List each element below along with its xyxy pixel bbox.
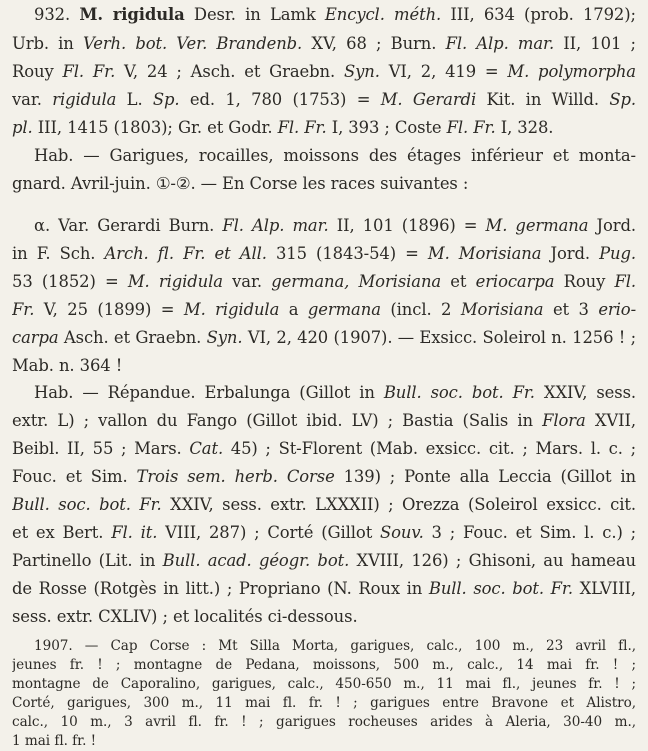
text-segment: Fl. Fr.	[277, 118, 327, 137]
text-segment: var.	[222, 272, 272, 291]
text-line	[12, 494, 636, 516]
text-segment: in F. Sch.	[12, 244, 105, 263]
text-segment: Encycl. méth.	[324, 5, 442, 24]
text-segment: M. Morisiana	[427, 244, 542, 263]
text-segment: var.	[12, 90, 53, 109]
text-segment: Fl. Fr.	[62, 62, 116, 81]
text-line	[34, 145, 636, 167]
text-segment: M. rigidula	[79, 5, 185, 24]
text-segment: α. Var. Gerardi Burn.	[34, 216, 223, 235]
text-segment: I, 328.	[495, 118, 554, 137]
text-segment: 932.	[34, 5, 80, 24]
text-segment: 1907. — Cap Corse : Mt Silla Morta, garigues, calc., 100 m., 23 avril fl.,	[34, 638, 636, 654]
text-line	[12, 327, 636, 349]
text-segment: Hab. — Répandue. Erbalunga (Gillot in	[34, 383, 384, 402]
text-line	[12, 522, 636, 544]
text-segment: erio-	[598, 300, 636, 319]
text-segment: calc., 10 m., 3 avril fl. fr. ! ; garigues rocheuses arides à Aleria, 30-40 m.,	[12, 714, 636, 730]
text-line	[12, 33, 636, 55]
text-segment: XV, 68 ; Burn.	[302, 34, 446, 53]
text-segment: et ex Bert.	[12, 523, 112, 542]
text-line	[12, 693, 636, 713]
text-segment: I, 393 ; Coste	[326, 118, 447, 137]
text-segment: XLVIII,	[572, 579, 636, 598]
text-segment: ed. 1, 780 (1753) =	[179, 90, 381, 109]
text-line	[12, 410, 636, 432]
text-segment: VI, 2, 419 =	[379, 62, 508, 81]
text-segment: V, 24 ; Asch. et Graebn.	[115, 62, 344, 81]
text-segment: a	[279, 300, 308, 319]
text-segment: Mab. n. 364 !	[12, 356, 123, 375]
text-segment: Rouy	[12, 62, 63, 81]
text-segment: Cat.	[189, 439, 224, 458]
text-line	[12, 606, 636, 628]
text-segment: XXIV, sess.	[534, 383, 636, 402]
text-line	[12, 61, 636, 83]
text-segment: 3 ; Fouc. et Sim. l. c.) ;	[423, 523, 636, 542]
text-segment: et 3	[543, 300, 599, 319]
text-segment: II, 101 (1896) =	[328, 216, 486, 235]
text-segment: III, 1415 (1803); Gr. et Godr.	[32, 118, 278, 137]
text-segment: (incl. 2	[380, 300, 461, 319]
text-segment: II, 101 ;	[554, 34, 636, 53]
text-segment: gnard. Avril-juin. ①-②. — En Corse les races suivantes :	[12, 174, 469, 193]
text-segment: Verh. bot. Ver. Brandenb.	[82, 34, 303, 53]
text-segment: carpa	[12, 328, 59, 347]
text-segment: Fl. it.	[111, 523, 158, 542]
text-segment: Syn.	[343, 62, 380, 81]
text-segment: pl.	[12, 118, 33, 137]
text-segment: Morisiana	[460, 300, 544, 319]
text-segment: 53 (1852) =	[12, 272, 128, 291]
text-segment: Sp.	[152, 90, 180, 109]
text-segment: Urb. in	[12, 34, 83, 53]
text-line	[12, 674, 636, 694]
text-line	[34, 4, 636, 26]
text-segment: XVIII, 126) ; Ghisoni, au hameau	[349, 551, 636, 570]
text-segment: 45) ; St-Florent (Mab. exsicc. cit. ; Mars. l. c. ;	[223, 439, 636, 458]
text-segment: Syn.	[206, 328, 243, 347]
text-segment: Bull. soc. bot. Fr.	[383, 383, 535, 402]
text-segment: extr. L) ; vallon du Fango (Gillot ibid. LV) ; Bastia (Salis in	[12, 411, 543, 430]
text-segment: VIII, 287) ; Corté (Gillot	[157, 523, 381, 542]
text-segment: Jord.	[588, 216, 636, 235]
text-segment: 315 (1843-54) =	[266, 244, 428, 263]
text-segment: VI, 2, 420 (1907). — Exsicc. Soleirol n. 1256 ! ;	[242, 328, 636, 347]
text-segment: rigidula	[52, 90, 117, 109]
text-segment: Bull. acad. géogr. bot.	[162, 551, 350, 570]
text-line	[12, 89, 636, 111]
text-segment: sess. extr. CXLIV) ; et localités ci-dessous.	[12, 607, 358, 626]
text-line	[12, 271, 636, 293]
text-line	[12, 173, 636, 195]
text-segment: M. rigidula	[183, 300, 280, 319]
text-segment: M. germana	[485, 216, 589, 235]
text-segment: germana, Morisiana	[271, 272, 442, 291]
text-line	[12, 243, 636, 265]
text-segment: 1 mai fl. fr. !	[12, 733, 97, 749]
text-segment: Pug.	[599, 244, 636, 263]
text-segment: Souv.	[380, 523, 424, 542]
text-line	[12, 355, 636, 377]
text-segment: XXIV, sess. extr. LXXXII) ; Orezza (Soleirol exsicc. cit.	[161, 495, 636, 514]
text-segment: M. rigidula	[127, 272, 223, 291]
text-segment: Kit. in Willd.	[476, 90, 610, 109]
text-segment: Fr.	[12, 300, 35, 319]
text-segment: germana	[307, 300, 381, 319]
text-segment: Sp.	[609, 90, 636, 109]
text-segment: M. polymorpha	[507, 62, 636, 81]
text-line	[12, 299, 636, 321]
text-segment: XVII,	[585, 411, 636, 430]
text-line	[12, 550, 636, 572]
text-segment: jeunes fr. ! ; montagne de Pedana, moissons, 500 m., calc., 14 mai fr. ! ;	[12, 657, 636, 673]
text-segment: Fl.	[614, 272, 636, 291]
text-line	[34, 382, 636, 404]
text-segment: 139) ; Ponte alla Leccia (Gillot in	[334, 467, 636, 486]
text-segment: Trois sem. herb. Corse	[136, 467, 335, 486]
text-segment: Hab. — Garigues, rocailles, moissons des étages inférieur et monta-	[34, 146, 636, 165]
text-segment: Arch. fl. Fr. et All.	[104, 244, 267, 263]
text-line	[12, 466, 636, 488]
text-line	[12, 578, 636, 600]
text-segment: montagne de Caporalino, garigues, calc., 450-650 m., 11 mai fl., jeunes fr. ! ;	[12, 676, 636, 692]
text-segment: M. Gerardi	[380, 90, 477, 109]
text-segment: Desr. in Lamk	[184, 5, 325, 24]
text-segment: Fouc. et Sim.	[12, 467, 137, 486]
text-segment: V, 25 (1899) =	[34, 300, 184, 319]
text-line	[12, 655, 636, 675]
text-segment: Rouy	[554, 272, 615, 291]
text-segment: Fl. Alp. mar.	[445, 34, 555, 53]
text-line	[12, 712, 636, 732]
text-segment: Corté, garigues, 300 m., 11 mai fl. fr. ! ; garigues entre Bravone et Alistro,	[12, 695, 636, 711]
text-segment: Bull. soc. bot. Fr.	[428, 579, 573, 598]
text-segment: III, 634 (prob. 1792);	[441, 5, 636, 24]
text-line	[12, 117, 636, 139]
text-segment: Asch. et Graebn.	[58, 328, 207, 347]
text-segment: eriocarpa	[475, 272, 555, 291]
text-segment: L.	[116, 90, 153, 109]
text-segment: Flora	[542, 411, 586, 430]
text-segment: et	[441, 272, 476, 291]
text-segment: Fl. Alp. mar.	[222, 216, 329, 235]
text-segment: Beibl. II, 55 ; Mars.	[12, 439, 190, 458]
text-segment: Partinello (Lit. in	[12, 551, 163, 570]
text-segment: Jord.	[541, 244, 600, 263]
text-line	[12, 731, 636, 751]
text-segment: Bull. soc. bot. Fr.	[12, 495, 162, 514]
text-line	[34, 215, 636, 237]
text-segment: Fl. Fr.	[446, 118, 496, 137]
text-segment: de Rosse (Rotgès in litt.) ; Propriano (N. Roux in	[12, 579, 429, 598]
text-line	[12, 438, 636, 460]
text-line	[34, 636, 636, 656]
